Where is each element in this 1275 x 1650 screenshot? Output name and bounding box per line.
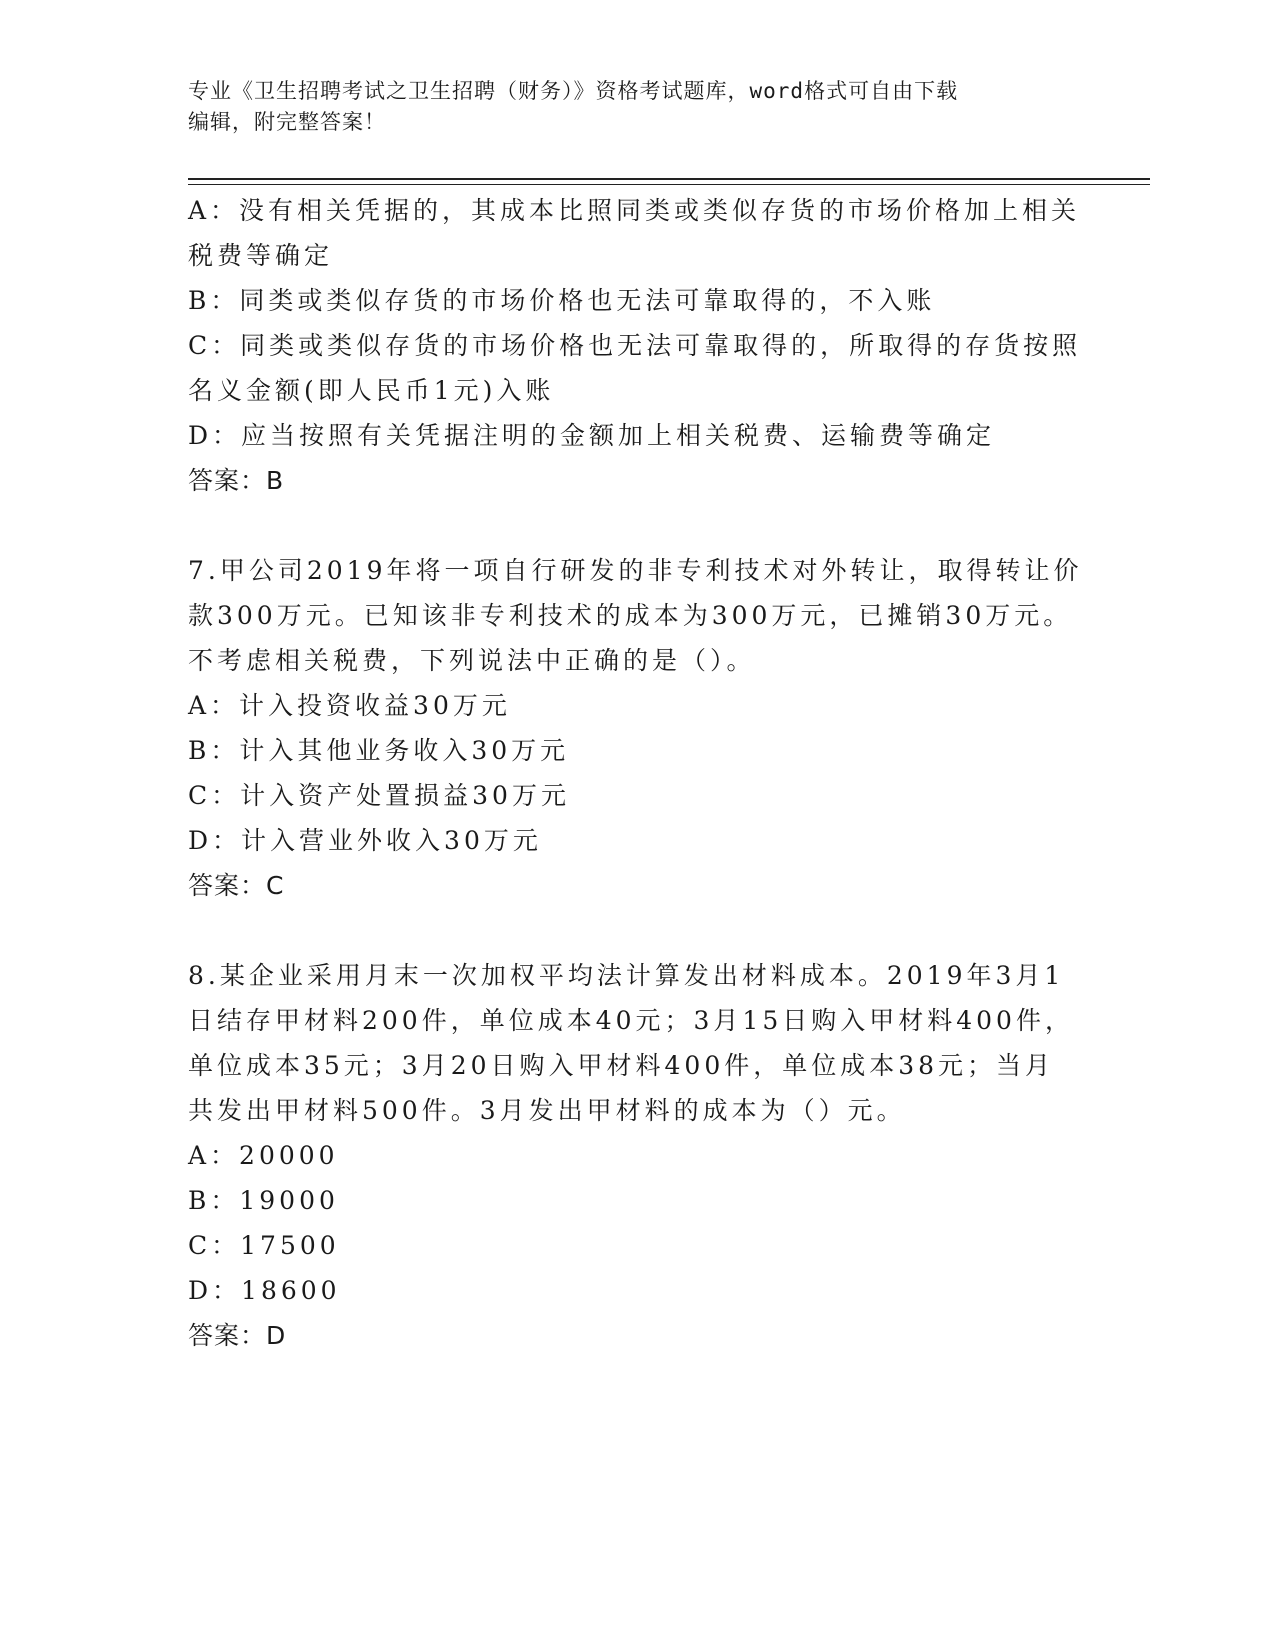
q8-answer: 答案：D [188,1321,287,1350]
q6-option-b: B：同类或类似存货的市场价格也无法可靠取得的，不入账 [188,286,936,315]
q8-stem-line-3: 单位成本35元；3月20日购入甲材料400件，单位成本38元；当月 [188,1051,1055,1080]
q7-answer: 答案：C [188,871,285,900]
q7-option-b: B：计入其他业务收入30万元 [188,736,570,765]
q6-option-d: D：应当按照有关凭据注明的金额加上相关税费、运输费等确定 [188,421,996,450]
document-body [188,188,1088,1358]
q8-stem-line-2: 日结存甲材料200件，单位成本40元；3月15日购入甲材料400件， [188,1006,1074,1035]
q8-option-d: D：18600 [188,1276,341,1305]
q8-option-b: B：19000 [188,1186,339,1215]
q6-option-a-line-1: A：没有相关凭据的，其成本比照同类或类似存货的市场价格加上相关 [188,196,1081,225]
q7-option-a: A：计入投资收益30万元 [188,691,511,720]
q7-option-c: C：计入资产处置损益30万元 [188,781,570,810]
question-8 [188,953,1088,1358]
question-6-options [188,188,1088,503]
q7-stem-line-2: 款300万元。已知该非专利技术的成本为300万元，已摊销30万元。 [188,601,1073,630]
spacer [188,503,1088,548]
q6-answer: 答案：B [188,466,285,495]
header-divider-thin [188,184,1150,185]
document-header [188,76,1088,138]
q8-option-c: C：17500 [188,1231,340,1260]
q8-option-a: A：20000 [188,1141,339,1170]
question-7 [188,548,1088,908]
q8-stem-line-4: 共发出甲材料500件。3月发出甲材料的成本为（）元。 [188,1096,906,1125]
q6-option-a-line-2: 税费等确定 [188,241,334,270]
q7-stem-line-3: 不考虑相关税费，下列说法中正确的是（）。 [188,646,756,675]
header-line-2: 编辑，附完整答案！ [188,110,386,134]
header-divider-thick [188,178,1150,180]
spacer [188,908,1088,953]
q6-option-c-line-2: 名义金额(即人民币1元)入账 [188,376,555,405]
q7-option-d: D：计入营业外收入30万元 [188,826,542,855]
q6-option-c-line-1: C：同类或类似存货的市场价格也无法可靠取得的，所取得的存货按照 [188,331,1082,360]
header-line-1: 专业《卫生招聘考试之卫生招聘（财务）》资格考试题库，word格式可自由下载 [188,79,959,103]
q8-stem-line-1: 8.某企业采用月末一次加权平均法计算发出材料成本。2019年3月1 [188,961,1065,990]
q7-stem-line-1: 7.甲公司2019年将一项自行研发的非专利技术对外转让，取得转让价 [188,556,1083,585]
